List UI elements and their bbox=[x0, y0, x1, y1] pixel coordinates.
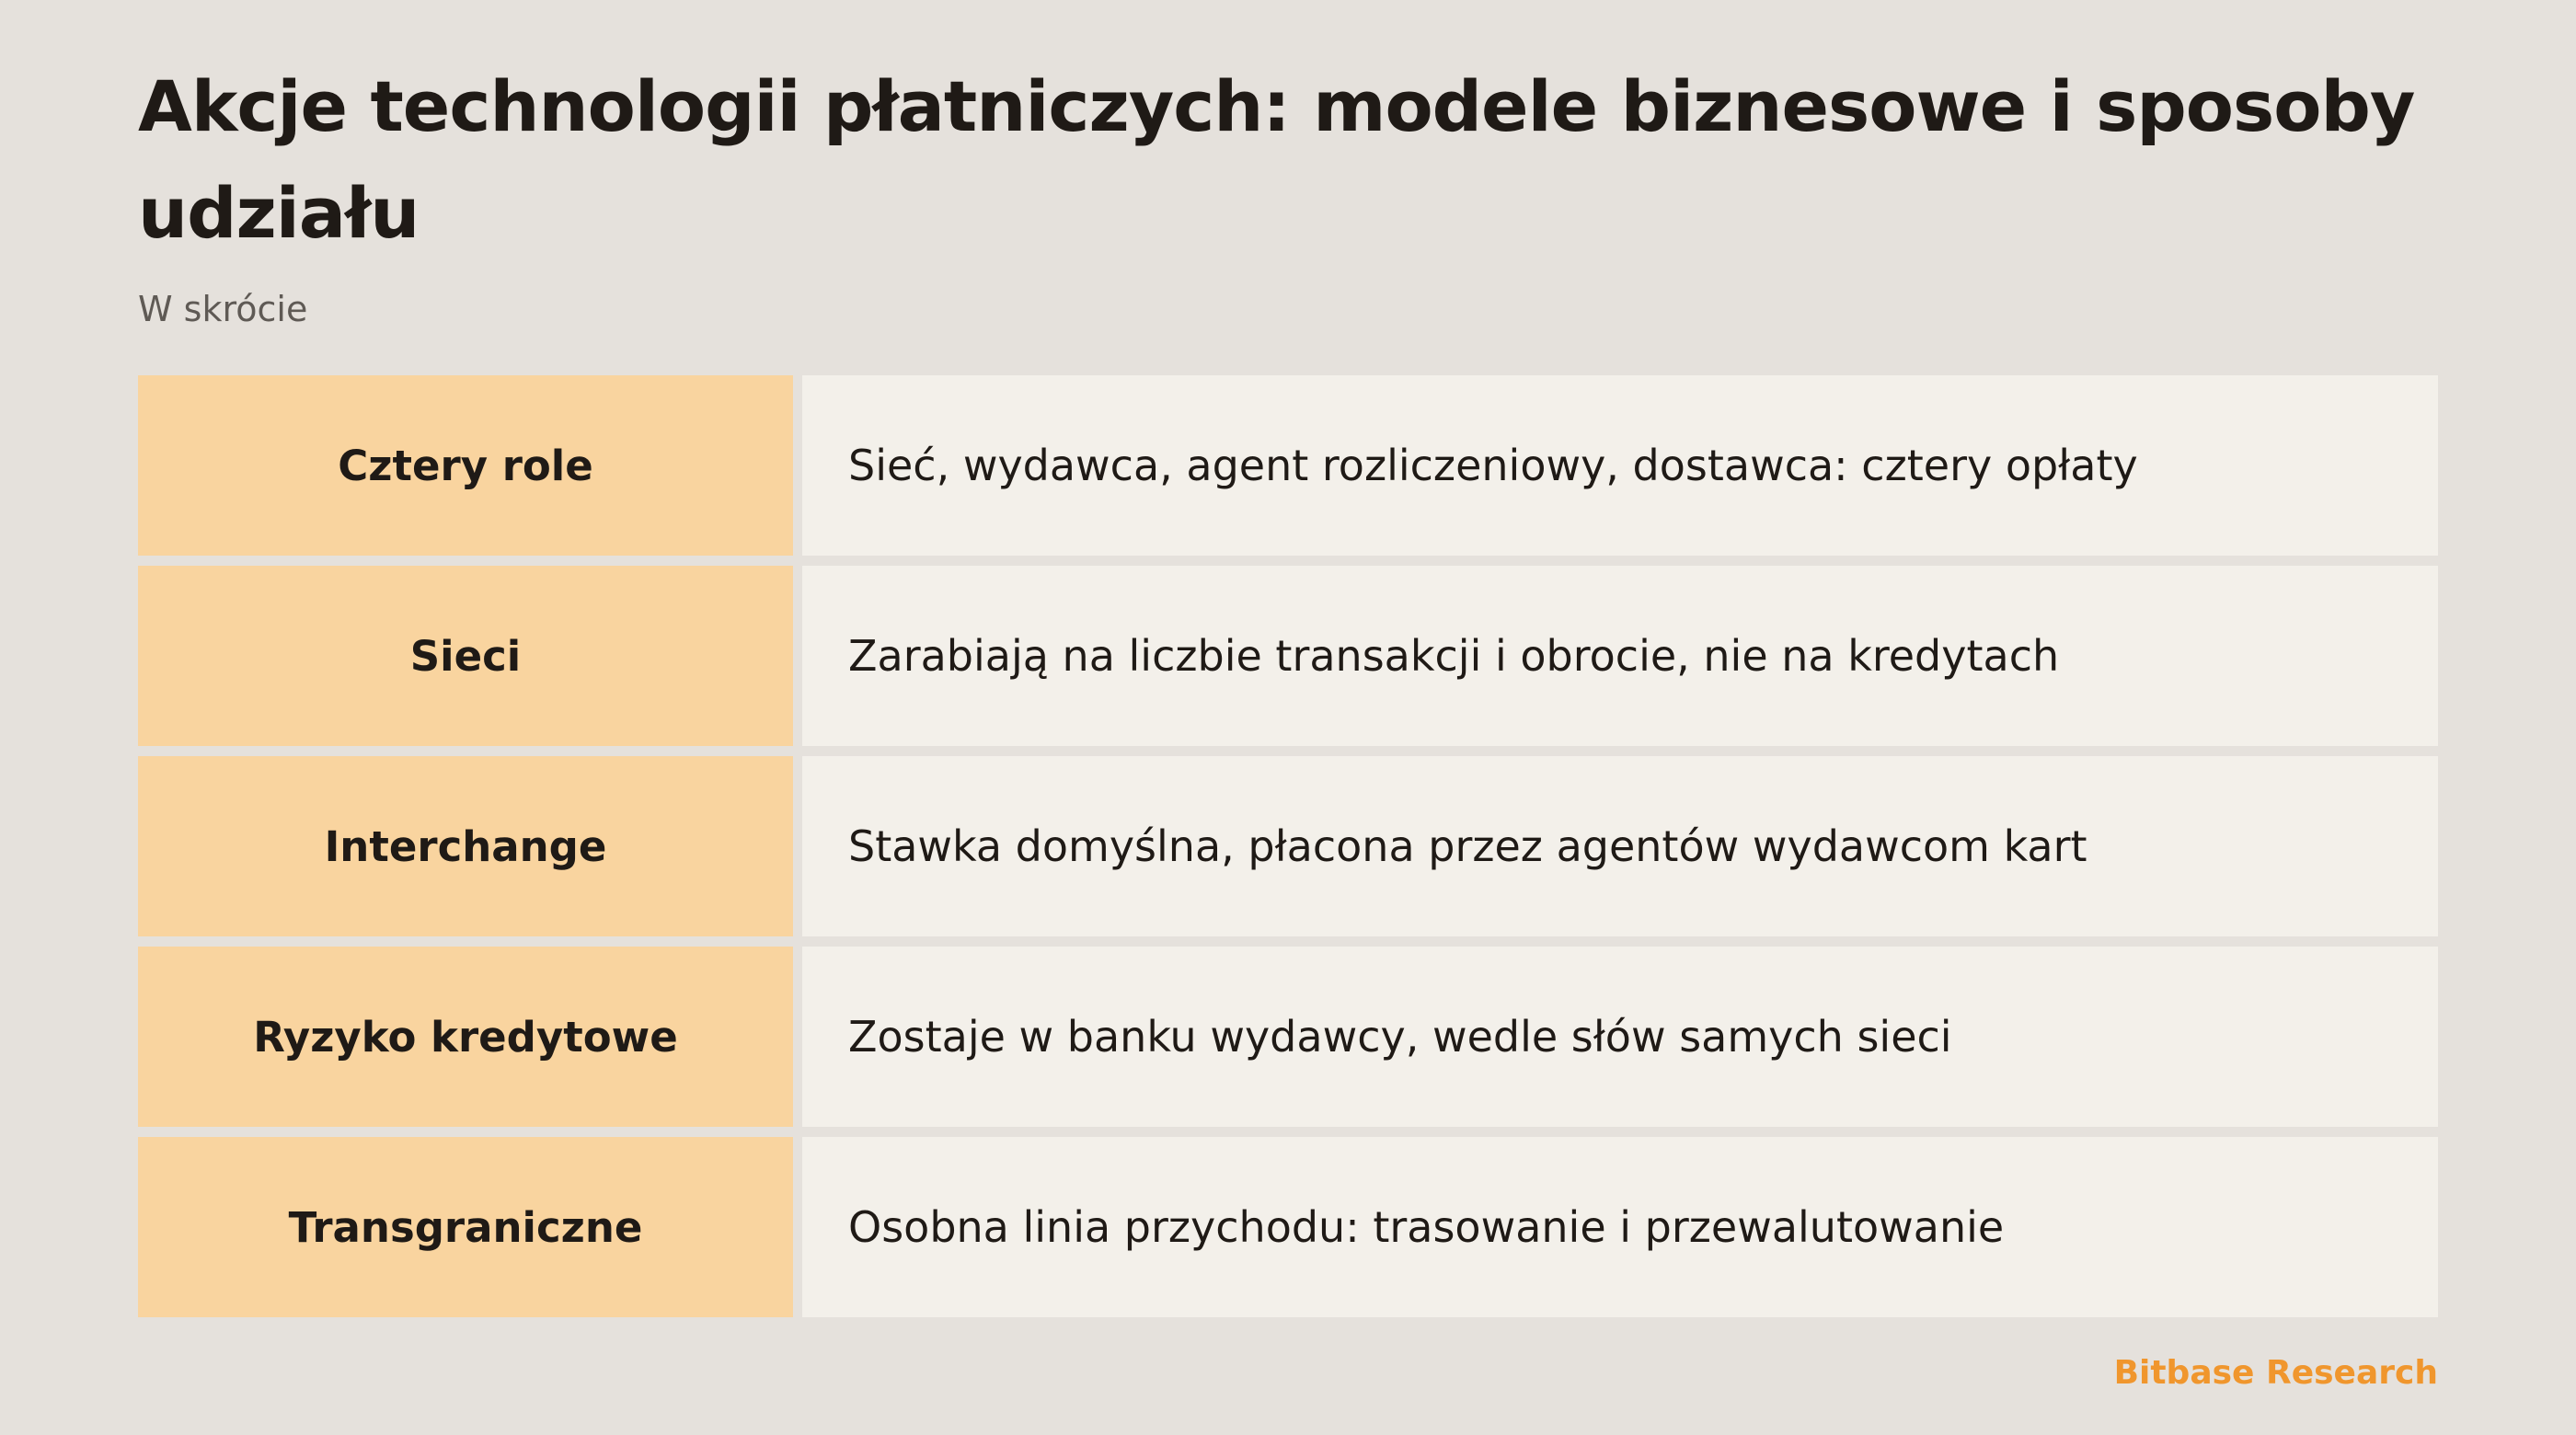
row-description: Sieć, wydawca, agent rozliczeniowy, dostawca: cztery opłaty bbox=[802, 375, 2438, 556]
row-label: Cztery role bbox=[138, 375, 793, 556]
page-subtitle: W skrócie bbox=[138, 289, 308, 329]
page-title: Akcje technologii płatniczych: modele biznesowe i sposoby udziału bbox=[138, 65, 2415, 254]
table-row bbox=[138, 947, 2438, 1127]
table-row bbox=[138, 375, 2438, 556]
row-label: Ryzyko kredytowe bbox=[138, 947, 793, 1127]
summary-table bbox=[138, 375, 2438, 1317]
row-description: Zarabiają na liczbie transakcji i obrocie, nie na kredytach bbox=[802, 566, 2438, 746]
table-row bbox=[138, 566, 2438, 746]
row-label: Transgraniczne bbox=[138, 1137, 793, 1317]
table-row bbox=[138, 1137, 2438, 1317]
brand-footer: Bitbase Research bbox=[2113, 1354, 2438, 1392]
row-label: Sieci bbox=[138, 566, 793, 746]
table-row bbox=[138, 756, 2438, 936]
row-description: Stawka domyślna, płacona przez agentów wydawcom kart bbox=[802, 756, 2438, 936]
row-description: Osobna linia przychodu: trasowanie i przewalutowanie bbox=[802, 1137, 2438, 1317]
row-description: Zostaje w banku wydawcy, wedle słów samych sieci bbox=[802, 947, 2438, 1127]
row-label: Interchange bbox=[138, 756, 793, 936]
